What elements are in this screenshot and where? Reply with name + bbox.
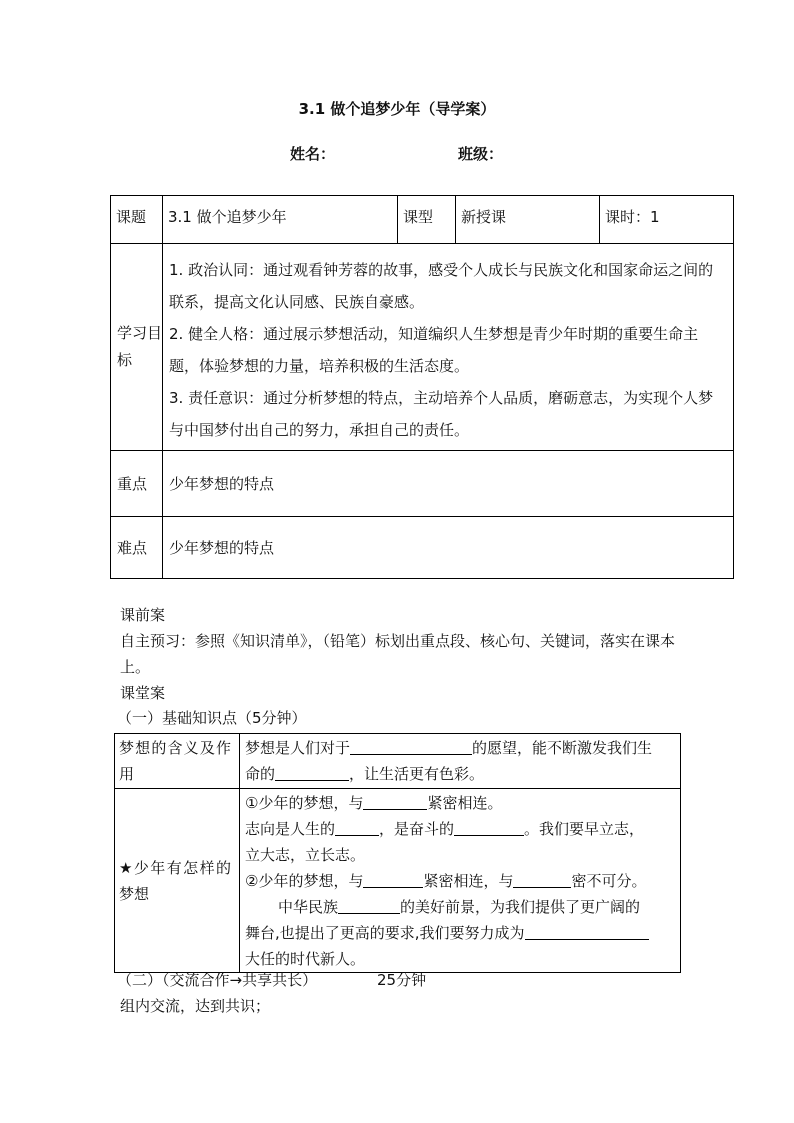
row-1-label	[115, 734, 240, 789]
fill-text: 立大志，立长志。	[245, 846, 366, 864]
goals-label	[111, 244, 163, 451]
goal-item: 2. 健全人格：通过展示梦想活动，知道编织人生梦想是青少年时期的重要生命主题，体验梦想的力量，培养积极的生活态度。	[169, 325, 699, 375]
fill-blank[interactable]	[275, 764, 349, 781]
fill-text: 舞台,也提出了更高的要求,我们要努力成为	[245, 924, 525, 942]
goals-content	[163, 244, 734, 451]
name-label: 姓名：	[290, 145, 336, 163]
fill-text: ，是奋斗的	[379, 820, 455, 838]
fill-blank[interactable]	[363, 871, 423, 888]
in-class-heading: 课堂案	[120, 684, 166, 702]
pre-class-text: 自主预习：参照《知识清单》，（铅笔）标划出重点段、核心句、关键词，落实在课本上。	[120, 632, 676, 676]
row-2-label-text: ★少年有怎样的梦想	[119, 859, 231, 903]
fill-text: 紧密相连，与	[423, 872, 514, 890]
goal-item: 1. 政治认同：通过观看钟芳蓉的故事，感受个人成长与民族文化和国家命运之间的联系，提高文化认同感、民族自豪感。	[169, 261, 714, 311]
fill-text: 志向是人生的	[245, 820, 336, 838]
difficult-value: 少年梦想的特点	[163, 517, 734, 579]
section-1-heading: （一）基础知识点（5分钟）	[117, 709, 307, 727]
fill-blank[interactable]	[525, 923, 649, 940]
row-2-content	[240, 789, 681, 973]
fill-text: 大任的时代新人。	[245, 950, 366, 968]
fill-text: 紧密相连。	[427, 794, 503, 812]
section-2-time: 25分钟	[377, 971, 427, 989]
fill-blank[interactable]	[513, 871, 571, 888]
difficult-label: 难点	[111, 517, 163, 579]
fill-blank[interactable]	[338, 897, 400, 914]
fill-blank[interactable]	[363, 793, 427, 810]
row-1-content	[240, 734, 681, 789]
fill-blank[interactable]	[335, 819, 379, 836]
fill-text: 。我们要早立志，	[524, 820, 645, 838]
goal-item: 3. 责任意识：通过分析梦想的特点，主动培养个人品质，磨砺意志，为实现个人梦与中国梦付出自己的努力，承担自己的责任。	[169, 389, 714, 439]
fill-text: 密不可分。	[571, 872, 647, 890]
pre-class-heading: 课前案	[120, 606, 166, 624]
topic-label: 课题	[111, 196, 163, 244]
row-2-label	[115, 789, 240, 973]
fill-text: 命的	[245, 765, 276, 783]
fill-text: ②少年的梦想，与	[245, 872, 364, 890]
knowledge-table	[114, 733, 681, 973]
fill-blank[interactable]	[350, 738, 472, 755]
fill-blank[interactable]	[454, 819, 524, 836]
type-label: 课型	[398, 196, 456, 244]
topic-value: 3.1 做个追梦少年	[163, 196, 398, 244]
class-label: 班级：	[458, 145, 504, 163]
period-value: 课时：1	[600, 196, 734, 244]
key-label: 重点	[111, 451, 163, 517]
fill-text: 梦想是人们对于	[245, 739, 351, 757]
row-1-label-text: 梦想的含义及作用	[119, 739, 231, 783]
fill-text: ①少年的梦想，与	[245, 794, 364, 812]
type-value: 新授课	[456, 196, 600, 244]
info-table	[110, 195, 734, 579]
goals-label-text: 学习目标	[117, 324, 163, 369]
section-2-heading: （二）（交流合作→共享共长）	[117, 971, 318, 989]
fill-text: ，让生活更有色彩。	[349, 765, 485, 783]
key-value: 少年梦想的特点	[163, 451, 734, 517]
page-title: 3.1 做个追梦少年（导学案）	[298, 100, 496, 118]
fill-text: 的美好前景，为我们提供了更广阔的	[400, 898, 641, 916]
fill-text: 中华民族	[278, 898, 339, 916]
group-text: 组内交流，达到共识；	[120, 997, 271, 1015]
fill-text: 的愿望，能不断激发我们生	[472, 739, 653, 757]
